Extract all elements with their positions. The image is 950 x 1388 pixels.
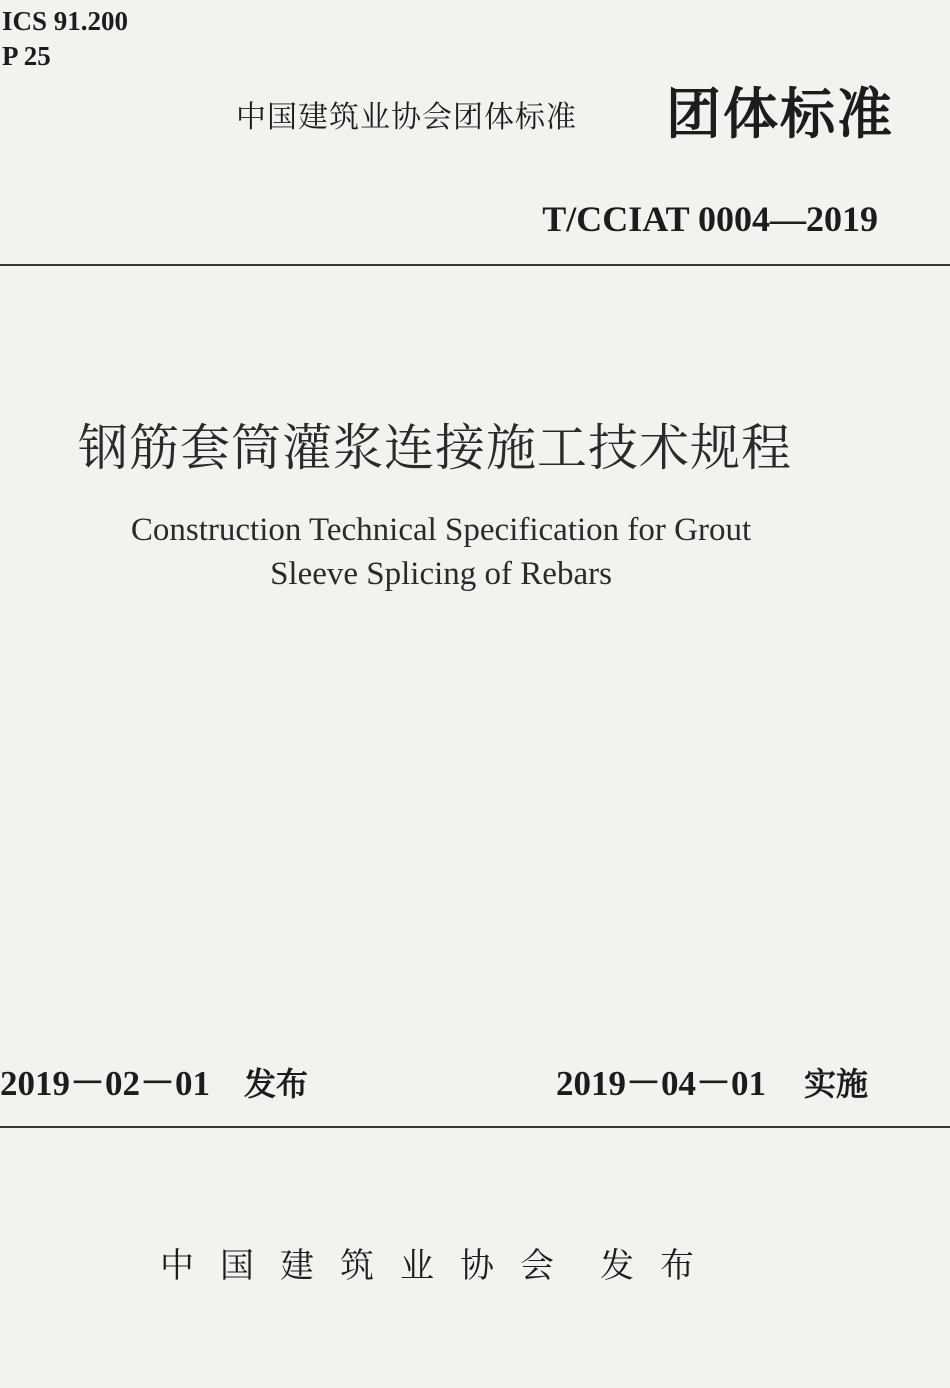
association-standard-label: 中国建筑业协会团体标准 xyxy=(236,100,577,135)
english-title-line-2: Sleeve Splicing of Rebars xyxy=(270,556,612,592)
issue-date: 2019－02－01 xyxy=(0,1064,211,1103)
top-divider xyxy=(0,264,950,266)
implementation-date-block xyxy=(556,1056,868,1106)
ics-code: ICS 91.200 xyxy=(2,6,129,36)
implementation-label: 实施 xyxy=(804,1065,869,1103)
document-title-chinese: 钢筋套筒灌浆连接施工技术规程 xyxy=(78,419,792,477)
group-standard-heading: 团体标准 xyxy=(666,82,895,146)
english-title-line-1: Construction Technical Specification for Grout xyxy=(130,512,752,548)
classification-codes xyxy=(2,4,128,74)
standard-number: T/CCIAT 0004—2019 xyxy=(542,199,878,239)
bottom-divider xyxy=(0,1126,950,1128)
issue-label: 发布 xyxy=(244,1065,309,1103)
document-title-english xyxy=(0,508,882,596)
category-code: P 25 xyxy=(2,41,51,71)
publisher-name: 中国建筑业协会 xyxy=(160,1246,580,1286)
publish-label: 发布 xyxy=(600,1246,720,1286)
issue-date-block xyxy=(0,1056,308,1106)
implementation-date: 2019－04－01 xyxy=(556,1064,767,1103)
publisher-line xyxy=(160,1238,720,1287)
